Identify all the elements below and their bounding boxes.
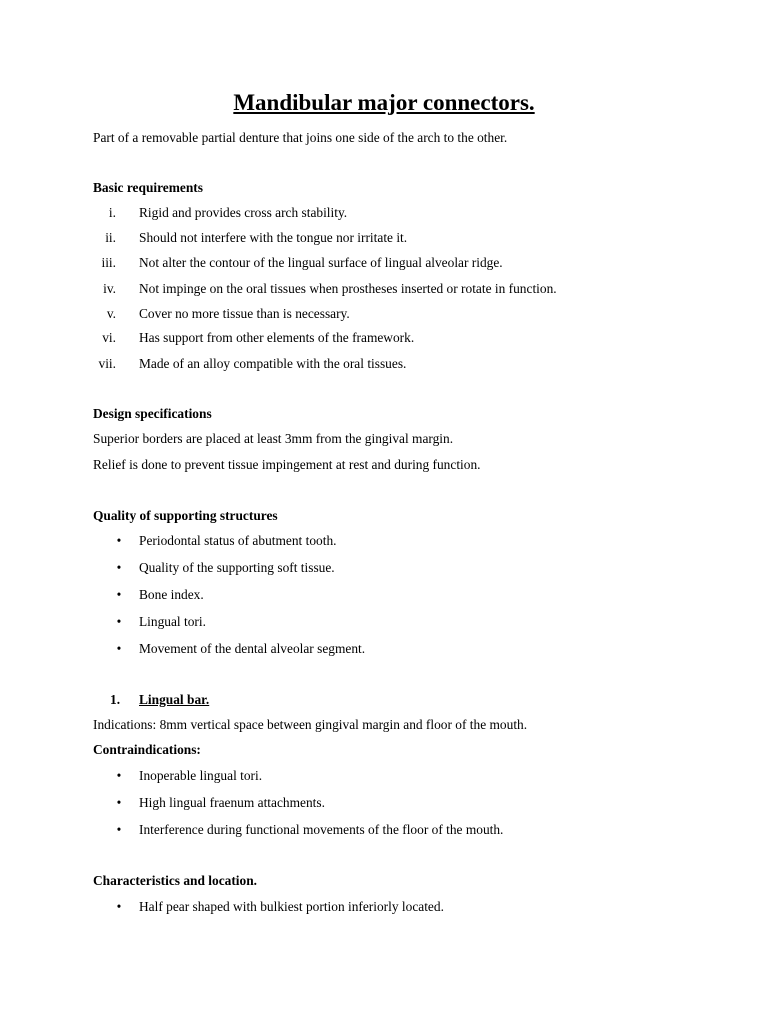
- section-number: 1.: [110, 692, 121, 707]
- list-item-text: Made of an alloy compatible with the oral tissues.: [139, 356, 407, 371]
- basic-requirements-heading: Basic requirements: [93, 180, 203, 195]
- list-item-text: Periodontal status of abutment tooth.: [139, 533, 337, 548]
- list-number: i.: [108, 205, 116, 220]
- lingual-bar-heading: Lingual bar.: [139, 692, 210, 707]
- list-item-text: Lingual tori.: [139, 614, 206, 629]
- list-item-text: Quality of the supporting soft tissue.: [139, 560, 335, 575]
- list-number: vii.: [98, 356, 116, 371]
- list-number: iv.: [103, 281, 116, 296]
- list-number: ii.: [105, 230, 116, 245]
- bullet-marker: •: [116, 587, 122, 602]
- bullet-marker: •: [116, 560, 122, 575]
- list-item-text: Not impinge on the oral tissues when prostheses inserted or rotate in function.: [139, 281, 557, 296]
- characteristics-heading: Characteristics and location.: [93, 873, 258, 888]
- list-item-text: High lingual fraenum attachments.: [139, 795, 325, 810]
- design-line: Relief is done to prevent tissue impingement at rest and during function.: [93, 457, 481, 472]
- contraindications-heading: Contraindications:: [93, 742, 201, 757]
- bullet-marker: •: [116, 822, 122, 837]
- list-item-text: Interference during functional movements of the floor of the mouth.: [139, 822, 504, 837]
- list-item-text: Half pear shaped with bulkiest portion inferiorly located.: [139, 899, 444, 914]
- design-specifications-heading: Design specifications: [93, 406, 212, 421]
- list-item-text: Bone index.: [139, 587, 204, 602]
- bullet-marker: •: [116, 641, 122, 656]
- list-number: iii.: [101, 255, 116, 270]
- page-title: Mandibular major connectors.: [233, 90, 535, 115]
- quality-heading: Quality of supporting structures: [93, 508, 278, 523]
- bullet-marker: •: [116, 614, 122, 629]
- list-item-text: Not alter the contour of the lingual surface of lingual alveolar ridge.: [139, 255, 503, 270]
- list-number: vi.: [102, 330, 116, 345]
- design-line: Superior borders are placed at least 3mm from the gingival margin.: [93, 431, 454, 446]
- list-item-text: Inoperable lingual tori.: [139, 768, 263, 783]
- list-item-text: Rigid and provides cross arch stability.: [139, 205, 348, 220]
- list-item-text: Should not interfere with the tongue nor irritate it.: [139, 230, 408, 245]
- list-item-text: Movement of the dental alveolar segment.: [139, 641, 366, 656]
- intro-paragraph: Part of a removable partial denture that joins one side of the arch to the other.: [93, 130, 508, 145]
- list-item-text: Has support from other elements of the framework.: [139, 330, 415, 345]
- bullet-marker: •: [116, 795, 122, 810]
- bullet-marker: •: [116, 899, 122, 914]
- bullet-marker: •: [116, 768, 122, 783]
- indications-line: Indications: 8mm vertical space between gingival margin and floor of the mouth.: [93, 717, 528, 732]
- bullet-marker: •: [116, 533, 122, 548]
- list-item-text: Cover no more tissue than is necessary.: [139, 306, 350, 321]
- list-number: v.: [106, 306, 116, 321]
